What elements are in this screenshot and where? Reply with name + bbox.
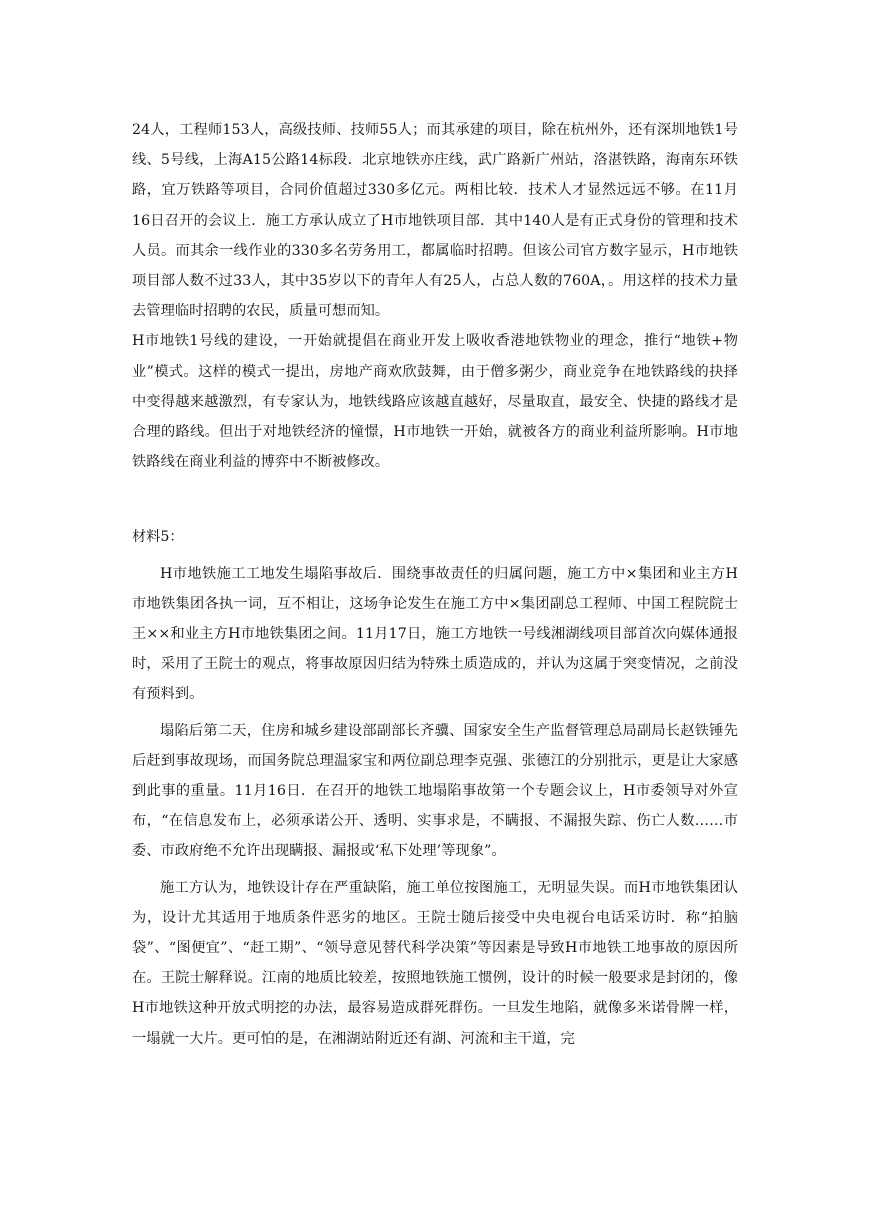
paragraph-government-response: 塌陷后第二天，住房和城乡建设部副部长齐骥、国家安全生产监督管理总局副局长赵铁锤先后赶到事故现场，而国务院总理温家宝和两位副总理李克强、张德江的分别批示，更是让大家感到此事的重量。11月16日．在召开的地铁工地塌陷事故第一个专题会议上，H市委领导对外宣布，“在信息发布上，必须承诺公开、透明、实事求是，不瞒报、不漏报失踪、伤亡人数……市委、市政府绝不允许出现瞒报、漏报或‘私下处理’等现象”。 (132, 722, 738, 860)
paragraph-accident-responsibility: H市地铁施工工地发生塌陷事故后．围绕事故责任的归属问题，施工方中×集团和业主方H市地铁集团各执一词，互不相让，这场争论发生在施工方中×集团副总工程师、中国工程院院士王××和业主方H市地铁集团之间。11月17日，施工方地铁一号线湘湖线项目部首次向媒体通报时，采用了王院士的观点，将事故原因归结为特殊土质造成的，并认为这属于突变情况，之前没有预料到。 (132, 565, 738, 703)
paragraph-technical-staff: 24人，工程师153人，高级技师、技师55人；而其承建的项目，除在杭州外，还有深圳地铁1号线、5号线，上海A15公路14标段．北京地铁亦庄线，武广路新广州站，洛湛铁路，海南东环铁路，宜万铁路等项目，合同价值超过330多亿元。两相比较．技术人才显然远远不够。在11月16日召开的会议上．施工方承认成立了H市地铁项目部．其中140人是有正式身份的管理和技术人员。而其余一线作业的330多名劳务用工，都属临时招聘。但该公司官方数字显示，H市地铁项目部人数不过33人，其中35岁以下的青年人有25人，占总人数的760A，。用这样的技术力量去管理临时招聘的农民，质量可想而知。 (132, 122, 738, 320)
document-page (132, 115, 738, 1054)
section-heading-material-5: 材料5： (132, 529, 184, 546)
paragraph-metro-property-model: H市地铁1号线的建设，一开始就提倡在商业开发上吸收香港地铁物业的理念，推行“地铁+物业”模式。这样的模式一提出，房地产商欢欣鼓舞，由于僧多粥少，商业竞争在地铁路线的抉择中变得越来越激烈，有专家认为，地铁线路应该越直越好，尽量取直，最安全、快捷的路线才是合理的路线。但出于对地铁经济的憧憬，H市地铁一开始，就被各方的商业利益所影响。H市地铁路线在商业利益的博弈中不断被修改。 (132, 333, 738, 471)
paragraph-design-defects: 施工方认为，地铁设计存在严重缺陷，施工单位按图施工，无明显失误。而H市地铁集团认为，设计尤其适用于地质条件恶劣的地区。王院士随后接受中央电视台电话采访时．称“拍脑袋”、“图便宜”、“赶工期”、“领导意见替代科学决策”等因素是导致H市地铁工地事故的原因所在。王院士解释说。江南的地质比较差，按照地铁施工惯例，设计的时候一般要求是封闭的，像H市地铁这种开放式明挖的办法，最容易造成群死群伤。一旦发生地陷，就像多米诺骨牌一样，一塌就一大片。更可怕的是，在湘湖站附近还有湖、河流和主干道，完 (132, 879, 738, 1047)
